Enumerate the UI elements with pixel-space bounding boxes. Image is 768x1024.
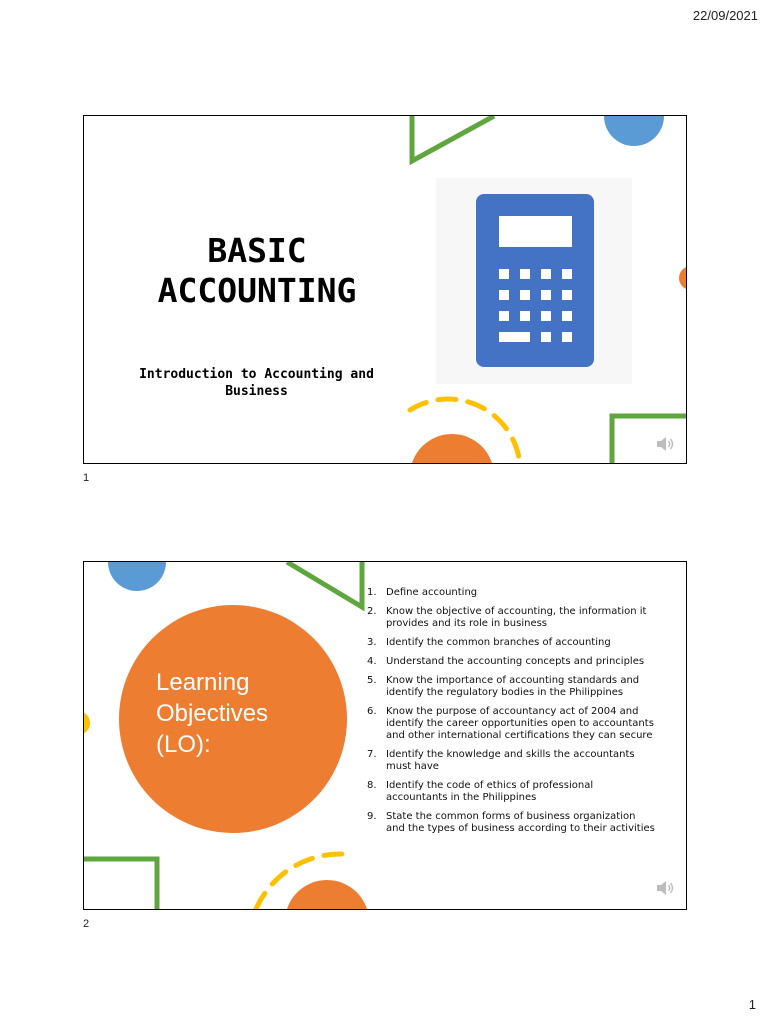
calculator-key <box>541 311 551 321</box>
calculator-key <box>541 290 551 300</box>
list-item-text: Identify the code of ethics of professional accountants in the Philippines <box>386 780 594 803</box>
speaker-icon[interactable] <box>655 434 675 454</box>
calculator-icon <box>476 194 594 367</box>
print-date: 22/09/2021 <box>692 8 758 23</box>
calculator-key <box>499 311 509 321</box>
list-item-text: Define accounting <box>386 587 478 598</box>
list-item <box>367 780 657 804</box>
calculator-key <box>562 311 572 321</box>
calculator-key <box>562 269 572 279</box>
list-item <box>367 656 657 668</box>
list-item-text: Identify the common branches of accounting <box>386 637 611 648</box>
calculator-key <box>520 311 530 321</box>
slide-2 <box>83 561 687 910</box>
list-item-number: 3. <box>367 637 377 648</box>
list-item-text: State the common forms of business organization and the types of business according to their activities <box>386 811 655 834</box>
list-item-number: 5. <box>367 675 377 686</box>
objectives-list <box>367 587 657 842</box>
calculator-key <box>541 269 551 279</box>
list-item-number: 8. <box>367 780 377 791</box>
list-item-number: 4. <box>367 656 377 667</box>
list-item-text: Identify the knowledge and skills the accountants must have <box>386 749 635 772</box>
calculator-key <box>541 332 551 342</box>
calculator-key <box>499 269 509 279</box>
list-item <box>367 706 657 742</box>
list-item <box>367 587 657 599</box>
calculator-key <box>520 290 530 300</box>
title-line: BASIC <box>207 231 307 270</box>
blue-circle-shape <box>604 116 664 146</box>
speaker-icon[interactable] <box>655 878 675 898</box>
orange-circle-bottom <box>410 434 494 463</box>
list-item-number: 6. <box>367 706 377 717</box>
list-item-number: 7. <box>367 749 377 760</box>
list-item-text: Understand the accounting concepts and principles <box>386 656 645 667</box>
title-line: Objectives <box>156 700 269 727</box>
list-item <box>367 811 657 835</box>
list-item-number: 9. <box>367 811 377 822</box>
slide-2-title <box>156 667 326 760</box>
title-line: (LO): <box>156 731 211 758</box>
orange-half-circle-right <box>679 266 686 290</box>
list-item <box>367 749 657 773</box>
calculator-key <box>499 332 530 342</box>
blue-circle-shape <box>108 562 166 591</box>
green-triangle-shape <box>412 116 494 161</box>
calculator-key <box>562 332 572 342</box>
slide-index: 2 <box>83 918 90 930</box>
yellow-half-circle-left <box>84 711 90 735</box>
list-item-text: Know the purpose of accountancy act of 2004 and identify the career opportunities open to accountants and other international certifications they can secure <box>386 706 654 741</box>
calculator-key <box>520 269 530 279</box>
green-triangle-shape <box>287 562 362 607</box>
orange-circle-bottom <box>285 880 369 909</box>
list-item <box>367 606 657 630</box>
title-line: ACCOUNTING <box>157 271 357 310</box>
green-square-shape <box>84 859 157 909</box>
title-line: Learning <box>156 669 250 696</box>
calculator-key <box>499 290 509 300</box>
slide-1 <box>83 115 687 464</box>
list-item <box>367 637 657 649</box>
list-item-number: 2. <box>367 606 377 617</box>
slide-1-subtitle: Introduction to Accounting and Business <box>139 367 374 399</box>
slide-index: 1 <box>83 472 90 484</box>
list-item-text: Know the objective of accounting, the information it provides and its role in business <box>386 606 647 629</box>
calculator-screen <box>499 216 572 247</box>
list-item-text: Know the importance of accounting standards and identify the regulatory bodies in the Philippines <box>386 675 640 698</box>
page-number: 1 <box>748 997 756 1012</box>
slide-1-title <box>122 231 392 311</box>
list-item-number: 1. <box>367 587 377 598</box>
list-item <box>367 675 657 699</box>
calculator-key <box>562 290 572 300</box>
